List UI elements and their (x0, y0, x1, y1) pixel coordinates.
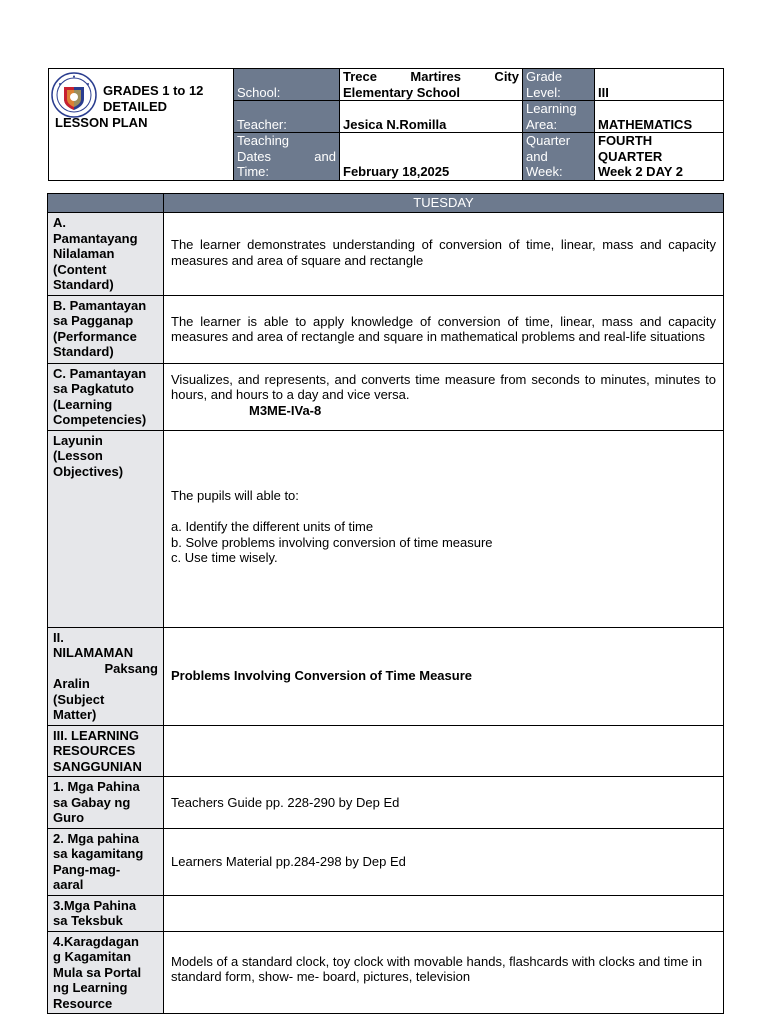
corner-cell (48, 194, 164, 213)
textbook-value (164, 895, 724, 931)
grade-level-label: Grade Level: (523, 69, 595, 101)
table-row (48, 828, 724, 895)
school-value: Trece Martires City Elementary School (340, 69, 523, 101)
document-subtitle: LESSON PLAN (55, 115, 148, 130)
learning-resources-value (164, 725, 724, 777)
performance-standard-value: The learner is able to apply knowledge of conversion of time, linear, mass and capacity measures and area of rectangle and square in mathematical problems and real-life situations (164, 295, 724, 363)
table-row (48, 430, 724, 627)
grade-level-value: III (595, 69, 724, 101)
title-cell (49, 69, 234, 181)
teaching-dates-value: February 18,2025 (340, 133, 523, 181)
row-label-content-standard: A. Pamantayang Nilalaman (Content Standard) (48, 213, 164, 296)
list-item: a. Identify the different units of time (171, 519, 374, 534)
row-label-learning-resources: III. LEARNING RESOURCES SANGGUNIAN (48, 725, 164, 777)
row-label-performance-standard: B. Pamantayan sa Pagganap (Performance Standard) (48, 295, 164, 363)
teachers-guide-value: Teachers Guide pp. 228-290 by Dep Ed (164, 777, 724, 829)
table-row (48, 725, 724, 777)
row-label-additional-materials: 4.Karagdagan g Kagamitan Mula sa Portal ng Learning Resource (48, 931, 164, 1014)
table-row (48, 213, 724, 296)
quarter-week-label: Quarter and Week: (523, 133, 595, 181)
teacher-label: Teacher: (234, 101, 340, 133)
school-label: School: (234, 69, 340, 101)
learning-area-label: Learning Area: (523, 101, 595, 133)
objectives-intro: The pupils will able to: (171, 487, 299, 503)
row-label-textbook: 3.Mga Pahina sa Teksbuk (48, 895, 164, 931)
row-label-objectives: Layunin (Lesson Objectives) (48, 430, 164, 627)
competency-code: M3ME-IVa-8 (249, 402, 322, 418)
table-row (48, 295, 724, 363)
table-row (48, 777, 724, 829)
table-row (48, 627, 724, 725)
list-item: b. Solve problems involving conversion of time measure (171, 534, 493, 550)
day-header: TUESDAY (164, 194, 724, 213)
document-title: GRADES 1 to 12 DETAILED (103, 83, 204, 114)
additional-materials-value: Models of a standard clock, toy clock with movable hands, flashcards with clocks and time in standard form, show- me- board, pictures, television (164, 931, 724, 1014)
objectives-value (164, 430, 724, 627)
table-row (48, 895, 724, 931)
teaching-dates-label: Teaching Dates and Time: (234, 133, 340, 181)
row-label-teachers-guide: 1. Mga Pahina sa Gabay ng Guro (48, 777, 164, 829)
learners-material-value: Learners Material pp.284-298 by Dep Ed (164, 828, 724, 895)
subject-matter-value: Problems Involving Conversion of Time Measure (164, 627, 724, 725)
list-item: c. Use time wisely. (171, 550, 278, 565)
learning-area-value: MATHEMATICS (595, 101, 724, 133)
row-label-subject-matter: II. NILAMAMAN Paksang Aralin (Subject Matter) (48, 627, 164, 725)
row-label-learning-competencies: C. Pamantayan sa Pagkatuto (Learning Competencies) (48, 363, 164, 430)
lesson-plan-body (47, 193, 724, 1014)
table-row (48, 363, 724, 430)
teacher-value: Jesica N.Romilla (340, 101, 523, 133)
table-row (48, 931, 724, 1014)
deped-seal-icon (51, 72, 97, 118)
objectives-list (171, 519, 716, 566)
row-label-learners-material: 2. Mga pahina sa kagamitang Pang-mag- aaral (48, 828, 164, 895)
learning-competencies-value: Visualizes, and represents, and converts time measure from seconds to minutes, minutes to hours, and hours to a day and vice versa. M3ME-IVa-8 (164, 363, 724, 430)
lesson-plan-header (48, 68, 724, 181)
quarter-week-value: FOURTH QUARTER Week 2 DAY 2 (595, 133, 724, 181)
content-standard-value: The learner demonstrates understanding of conversion of time, linear, mass and capacity measures and area of square and rectangle (164, 213, 724, 296)
